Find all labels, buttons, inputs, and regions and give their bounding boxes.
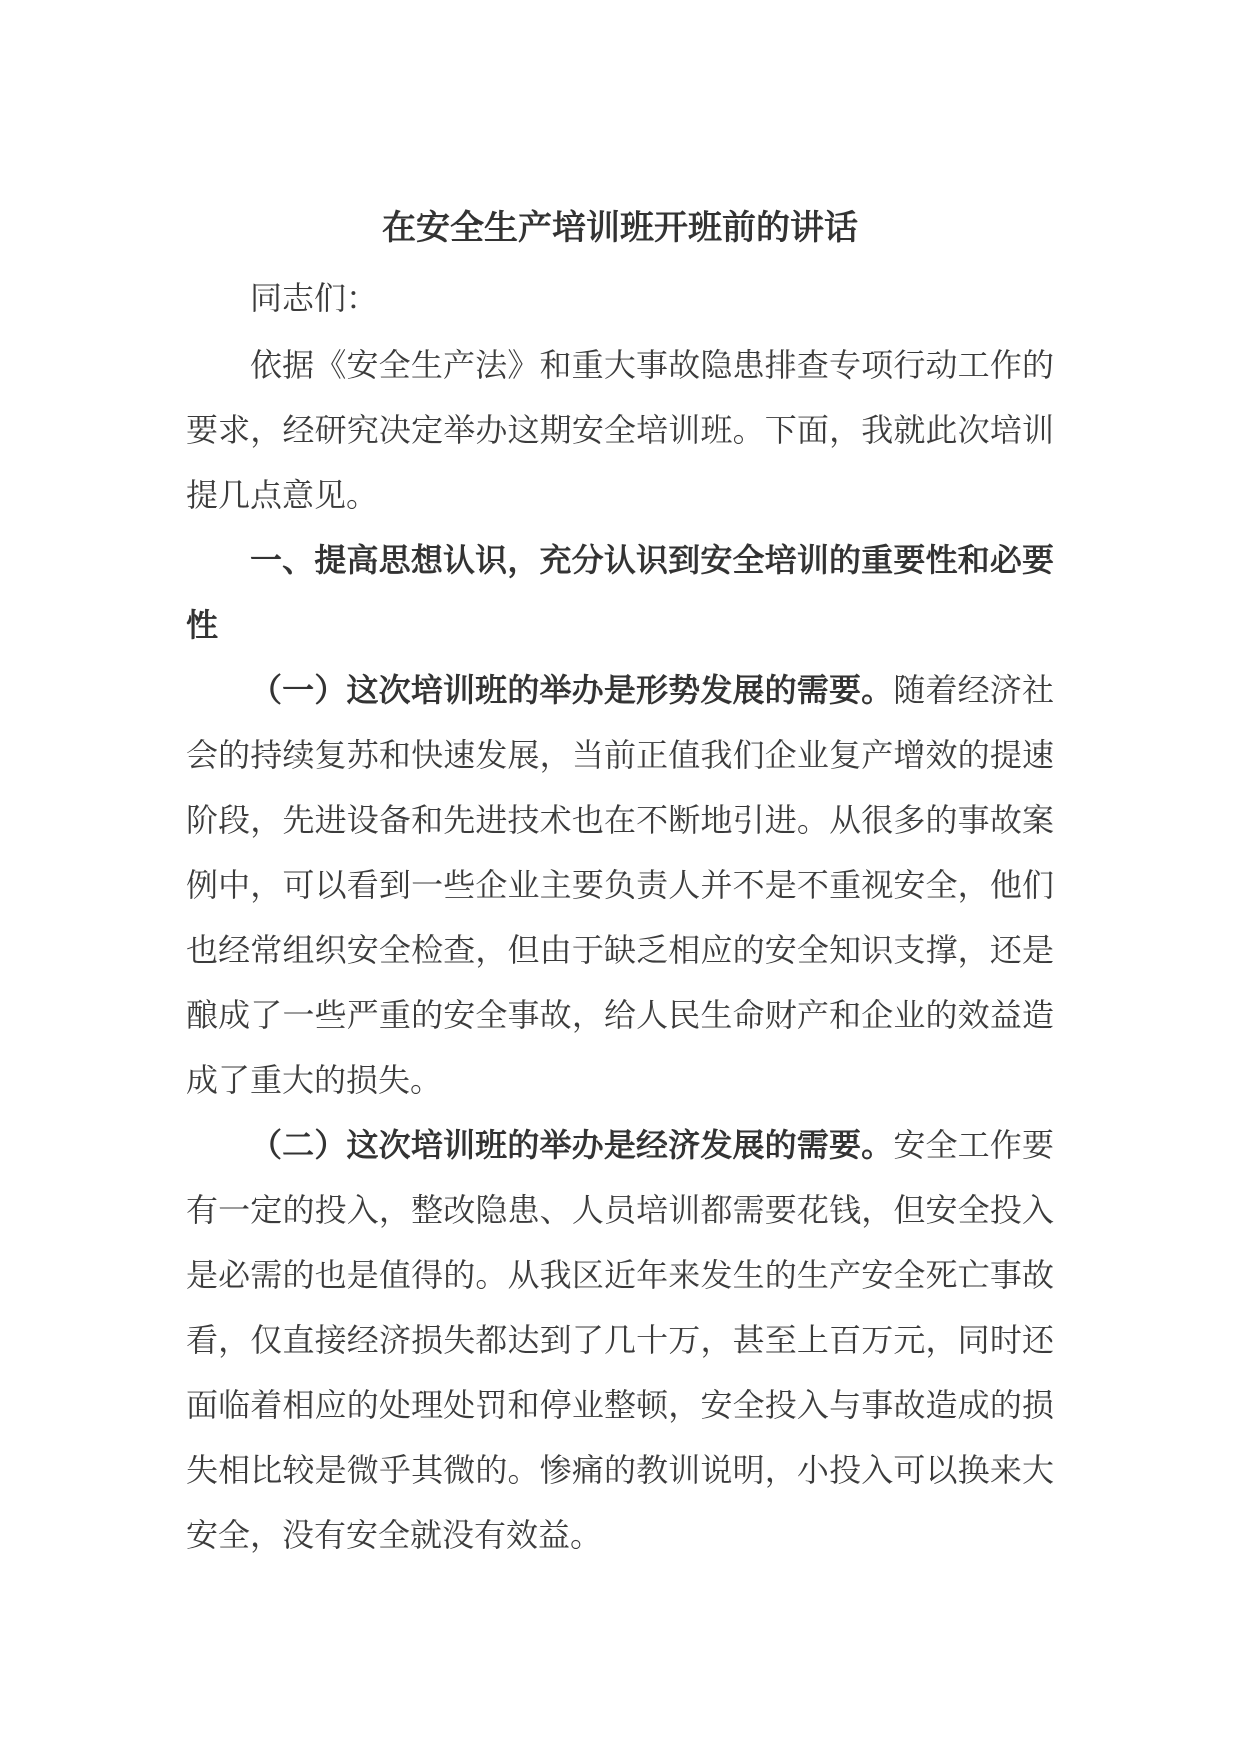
point-1-body: 随着经济社会的持续复苏和快速发展，当前正值我们企业复产增效的提速阶段，先进设备和先进技术也在不断地引进。从很多的事故案例中，可以看到一些企业主要负责人并不是不重视安全，他们也经常组织安全检查，但由于缺乏相应的安全知识支撑，还是酿成了一些严重的安全事故，给人民生命财产和企业的效益造成了重大的损失。 [186, 671, 1054, 1099]
intro-paragraph: 依据《安全生产法》和重大事故隐患排查专项行动工作的要求，经研究决定举办这期安全培训班。下面，我就此次培训提几点意见。 [186, 346, 1054, 514]
document-title: 在安全生产培训班开班前的讲话 [382, 208, 858, 248]
section-1-heading: 一、提高思想认识，充分认识到安全培训的重要性和必要性 [186, 541, 1054, 644]
section-1-point-2 [186, 1113, 1054, 1568]
document-page [186, 200, 1054, 1568]
point-1-lead: （一）这次培训班的举办是形势发展的需要。 [250, 671, 894, 709]
point-2-lead: （二）这次培训班的举办是经济发展的需要。 [250, 1126, 894, 1164]
salutation: 同志们： [250, 279, 379, 317]
point-2-body: 安全工作要有一定的投入，整改隐患、人员培训都需要花钱，但安全投入是必需的也是值得的。从我区近年来发生的生产安全死亡事故看，仅直接经济损失都达到了几十万，甚至上百万元，同时还面临着相应的处理处罚和停业整顿，安全投入与事故造成的损失相比较是微乎其微的。惨痛的教训说明，小投入可以换来大安全，没有安全就没有效益。 [186, 1126, 1054, 1554]
section-1-point-1 [186, 658, 1054, 1113]
